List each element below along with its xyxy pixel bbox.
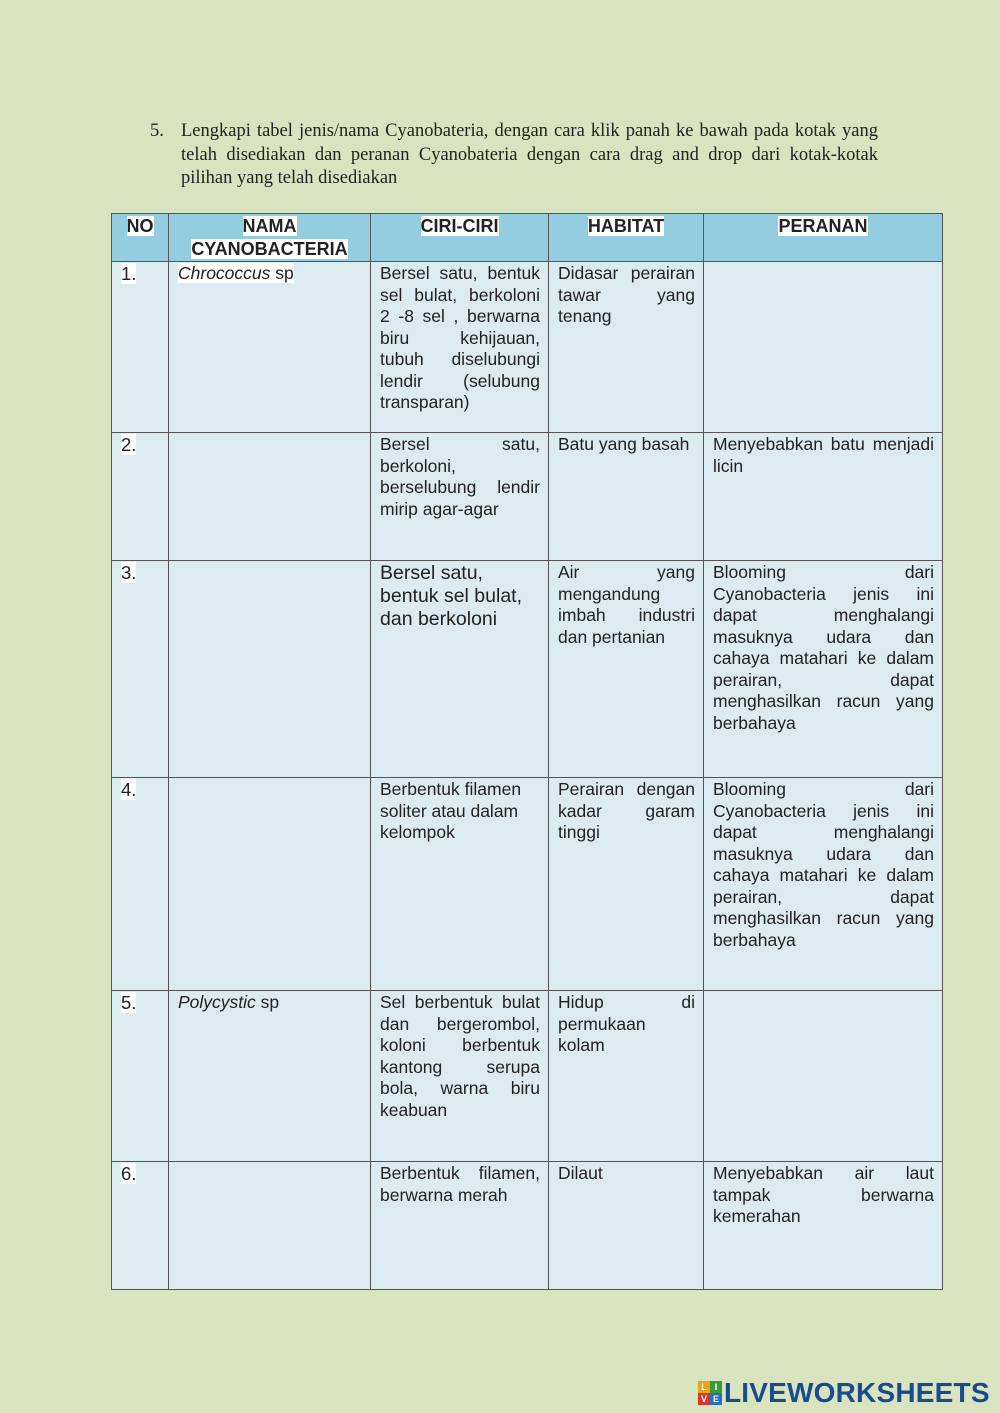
table-row — [112, 1162, 943, 1290]
ciri-cell: Bersel satu, bentuk sel bulat, berkoloni 2 -8 sel , berwarna biru kehijauan, tubuh diselubungi lendir (selubung transparan) — [371, 262, 549, 433]
peranan-drop-cell[interactable]: Blooming dari Cyanobacteria jenis ini dapat menghalangi masuknya udara dan cahaya matahari ke dalam perairan, dapat menghasilkan racun yang berbahaya — [704, 778, 943, 991]
nama-dropdown-cell[interactable]: Chrococcus sp — [169, 262, 371, 433]
ciri-cell: Bersel satu, bentuk sel bulat, dan berkoloni — [371, 561, 549, 778]
table-row — [112, 778, 943, 991]
habitat-cell: Hidup di permukaan kolam — [549, 991, 704, 1162]
row-no-cell: 2. — [112, 433, 169, 561]
instruction-number: 5. — [150, 121, 164, 141]
table-row — [112, 262, 943, 433]
table-row — [112, 561, 943, 778]
cyanobacteria-table — [111, 213, 943, 1290]
table-row — [112, 991, 943, 1162]
header-nama: NAMA CYANOBACTERIA — [169, 214, 371, 262]
ciri-cell: Bersel satu, berkoloni, berselubung lendir mirip agar-agar — [371, 433, 549, 561]
peranan-drop-cell[interactable] — [704, 262, 943, 433]
table-header-row — [112, 214, 943, 262]
nama-dropdown-cell[interactable]: Polycystic sp — [169, 991, 371, 1162]
header-habitat: HABITAT — [549, 214, 704, 262]
header-no: NO — [112, 214, 169, 262]
habitat-cell: Air yang mengandung imbah industri dan pertanian — [549, 561, 704, 778]
row-no-cell: 5. — [112, 991, 169, 1162]
habitat-cell: Dilaut — [549, 1162, 704, 1290]
peranan-drop-cell[interactable]: Menyebabkan air laut tampak berwarna kemerahan — [704, 1162, 943, 1290]
nama-dropdown-cell[interactable] — [169, 433, 371, 561]
habitat-cell: Perairan dengan kadar garam tinggi — [549, 778, 704, 991]
row-no-cell: 1. — [112, 262, 169, 433]
instruction-text: Lengkapi tabel jenis/nama Cyanobateria, dengan cara klik panah ke bawah pada kotak yang telah disediakan dan peranan Cyanobateria dengan cara drag and drop dari kotak-kotak pilihan yang telah disediakan — [181, 121, 878, 188]
habitat-cell: Didasar perairan tawar yang tenang — [549, 262, 704, 433]
header-ciri: CIRI-CIRI — [371, 214, 549, 262]
header-peranan: PERANAN — [704, 214, 943, 262]
instruction — [150, 120, 878, 191]
ciri-cell: Sel berbentuk bulat dan bergerombol, koloni berbentuk kantong serupa bola, warna biru keabuan — [371, 991, 549, 1162]
ciri-cell: Berbentuk filamen, berwarna merah — [371, 1162, 549, 1290]
nama-dropdown-cell[interactable] — [169, 1162, 371, 1290]
table-row — [112, 433, 943, 561]
ciri-cell: Berbentuk filamen soliter atau dalam kelompok — [371, 778, 549, 991]
row-no-cell: 4. — [112, 778, 169, 991]
liveworksheets-wordmark: LIVEWORKSHEETS — [724, 1377, 990, 1408]
nama-dropdown-cell[interactable] — [169, 778, 371, 991]
habitat-cell: Batu yang basah — [549, 433, 704, 561]
peranan-drop-cell[interactable] — [704, 991, 943, 1162]
liveworksheets-logo[interactable] — [698, 1378, 990, 1408]
row-no-cell: 3. — [112, 561, 169, 778]
nama-dropdown-cell[interactable] — [169, 561, 371, 778]
peranan-drop-cell[interactable]: Blooming dari Cyanobacteria jenis ini dapat menghalangi masuknya udara dan cahaya matahari ke dalam perairan, dapat menghasilkan racun yang berbahaya — [704, 561, 943, 778]
liveworksheets-mark-icon: L I V E — [698, 1381, 722, 1405]
row-no-cell: 6. — [112, 1162, 169, 1290]
peranan-drop-cell[interactable]: Menyebabkan batu menjadi licin — [704, 433, 943, 561]
